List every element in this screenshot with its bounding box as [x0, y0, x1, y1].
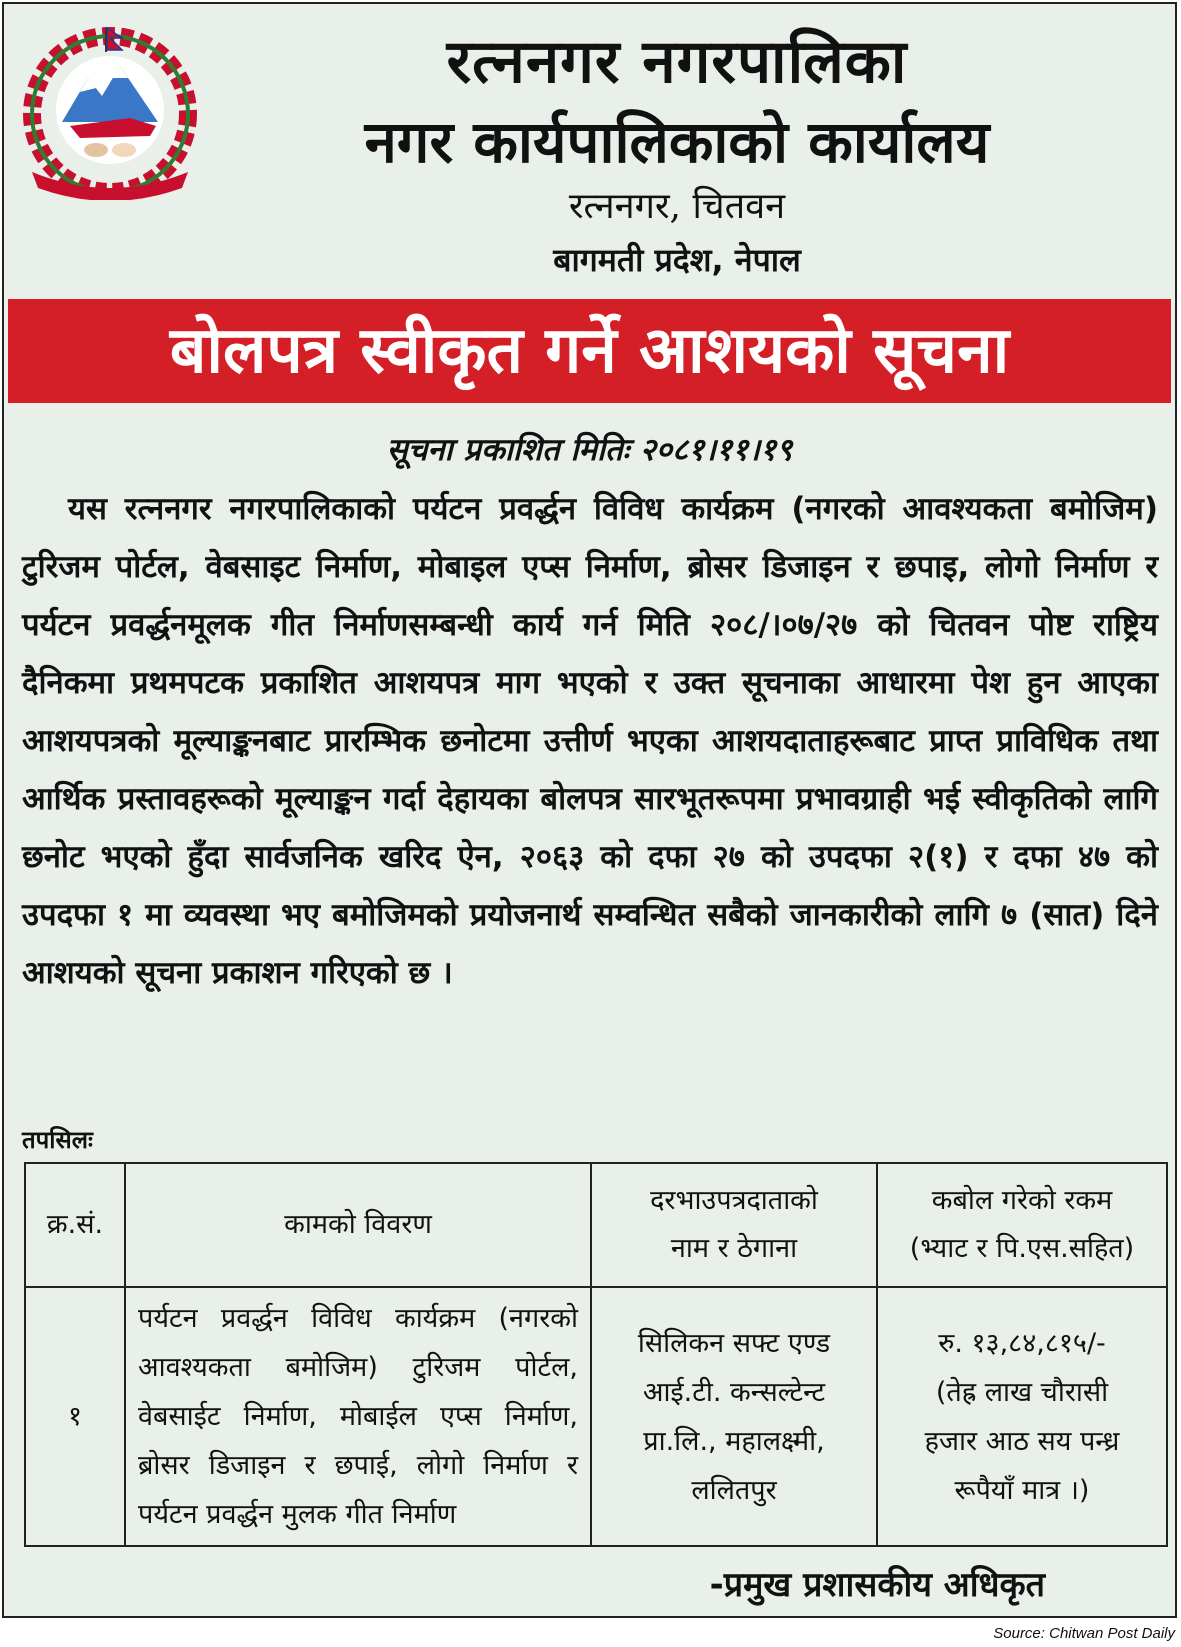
address-province: बागमती प्रदेश, नेपाल — [553, 241, 801, 279]
office-name: नगर कार्यपालिकाको कार्यालय — [364, 108, 990, 176]
row-bidder — [591, 1287, 877, 1546]
bid-details-table — [24, 1162, 1168, 1547]
header-bidder-line2: नाम र ठेगाना — [670, 1233, 798, 1264]
row-bidder-line1: सिलिकन सफ्ट एण्ड — [637, 1327, 831, 1359]
row-amount-line4: रूपैयाँ मात्र ।) — [954, 1474, 1090, 1506]
header-sn: क्र.सं. — [25, 1163, 125, 1287]
header-description: कामको विवरण — [125, 1163, 591, 1287]
row-bidder-line4: ललितपुर — [691, 1474, 777, 1506]
row-description: पर्यटन प्रवर्द्धन विविध कार्यक्रम (नगरको आवश्यकता बमोजिम) टुरिजम पोर्टल, वेबसाईट निर्माण, मोबाईल एप्स निर्माण, ब्रोसर डिजाइन र छपाई, लोगो निर्माण र पर्यटन प्रवर्द्धन मुलक गीत निर्माण — [125, 1287, 591, 1546]
source-credit: Source: Chitwan Post Daily — [993, 1625, 1175, 1642]
municipality-name: रत्ननगर नगरपालिका — [446, 27, 908, 97]
row-amount-line3: हजार आठ सय पन्ध्र — [924, 1425, 1120, 1457]
row-sn: १ — [25, 1287, 125, 1546]
notice-panel — [2, 2, 1177, 1618]
table-row — [25, 1287, 1167, 1546]
row-amount — [877, 1287, 1167, 1546]
row-amount-line2: (तेह्र लाख चौरासी — [935, 1376, 1109, 1408]
address-city: रत्ननगर, चितवन — [568, 186, 786, 227]
details-label: तपसिलः — [22, 1125, 93, 1154]
nepal-government-emblem — [10, 22, 210, 200]
header-amount — [877, 1163, 1167, 1287]
signatory-title: -प्रमुख प्रशासकीय अधिकृत — [709, 1565, 1045, 1605]
header-amount-line1: कबोल गरेको रकम — [931, 1185, 1113, 1216]
header-bidder-line1: दरभाउपत्रदाताको — [650, 1185, 818, 1216]
header-amount-line2: (भ्याट र पि.एस.सहित) — [909, 1233, 1135, 1264]
row-bidder-line2: आई.टी. कन्सल्टेन्ट — [642, 1376, 826, 1408]
row-bidder-line3: प्रा.लि., महालक्ष्मी, — [643, 1425, 825, 1457]
notice-title-banner: बोलपत्र स्वीकृत गर्ने आशयको सूचना — [8, 299, 1171, 403]
table-header-row — [25, 1163, 1167, 1287]
header-bidder — [591, 1163, 877, 1287]
row-amount-line1: रु. १३,८४,८१५/- — [938, 1327, 1106, 1359]
notice-body: यस रत्ननगर नगरपालिकाको पर्यटन प्रवर्द्धन विविध कार्यक्रम (नगरको आवश्यकता बमोजिम) टुरिजम पोर्टल, वेबसाइट निर्माण, मोबाइल एप्स निर्माण, ब्रोसर डिजाइन र छपाइ, लोगो निर्माण र पर्यटन प्रवर्द्धनमूलक गीत निर्माणसम्बन्धी कार्य गर्न मिति २०८/।०७/२७ को चितवन पोष्ट राष्ट्रिय दैनिकमा प्रथमपटक प्रकाशित आशयपत्र माग भएको र उक्त सूचनाका आधारमा पेश हुन आएका आशयपत्रको मूल्याङ्कनबाट प्रारम्भिक छनोटमा उत्तीर्ण भएका आशयदाताहरूबाट प्राप्त प्राविधिक तथा आर्थिक प्रस्तावहरूको मूल्याङ्कन गर्दा देहायका बोलपत्र सारभूतरूपमा प्रभावग्राही भई स्वीकृतिको लागि छनोट भएको हुँदा सार्वजनिक खरिद ऐन, २०६३ को दफा २७ को उपदफा २(१) र दफा ४७ को उपदफा १ मा व्यवस्था भए बमोजिमको प्रयोजनार्थ सम्वन्धित सबैको जानकारीको लागि ७ (सात) दिने आशयको सूचना प्रकाशन गरिएको छ । — [22, 491, 1158, 991]
publication-date: सूचना प्रकाशित मितिः २०८१।११।१९ — [386, 432, 793, 468]
